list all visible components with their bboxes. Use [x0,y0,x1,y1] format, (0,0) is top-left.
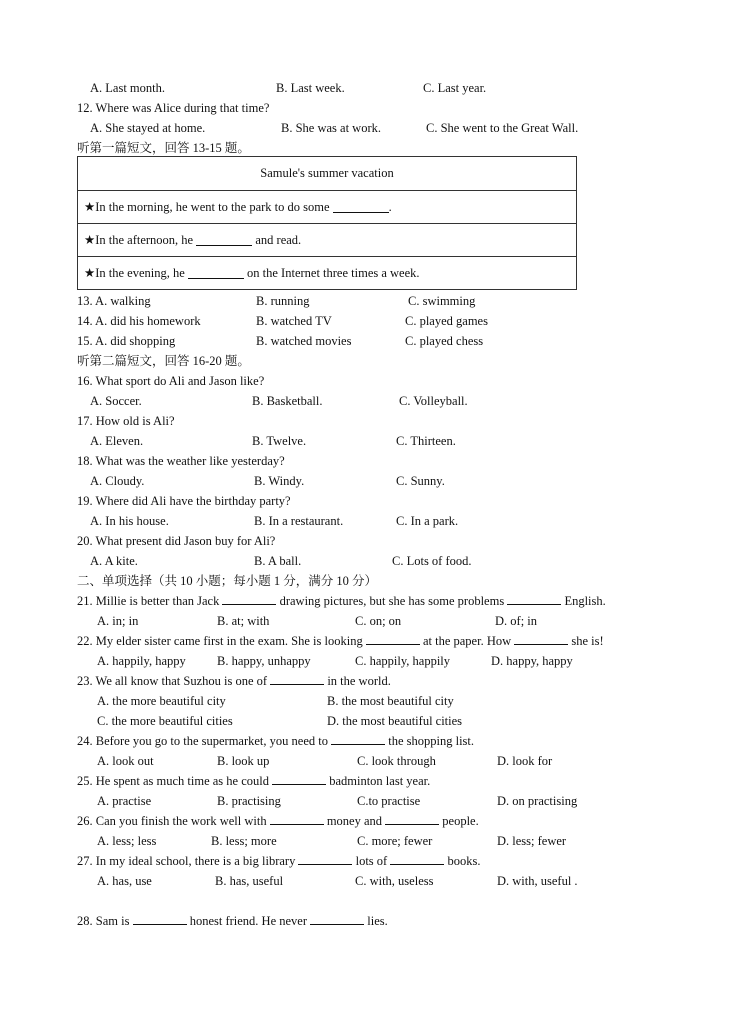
answer-blank [333,201,389,213]
star-icon: ★ [84,233,96,247]
q26-option-b: B. less; more [211,834,277,848]
q17-option-a: A. Eleven. [90,434,144,448]
q23-stem [77,673,391,689]
q18-stem: 18. What was the weather like yesterday? [77,454,285,468]
answer-blank [366,633,420,645]
answer-blank [310,913,364,925]
q12-option-c: C. She went to the Great Wall. [426,121,579,135]
q27-option-b: B. has, useful [215,874,284,888]
table-row-text: In the morning, he went to the park to do some [95,199,330,214]
q15-option-c: C. played chess [405,334,484,348]
q22-text: 22. My elder sister came first in the exam. She is looking [77,634,363,648]
q23-text: 23. We all know that Suzhou is one of [77,674,268,688]
answer-blank [272,773,326,785]
q21-text: drawing pictures, but she has some problems [279,594,505,608]
section1-heading: 听第一篇短文，回答 13-15 题。 [77,141,250,155]
q11-option-b: B. Last week. [276,81,345,95]
answer-blank [507,593,561,605]
q13-option-a: 13. A. walking [77,294,151,308]
star-icon: ★ [84,266,96,280]
table-row [78,223,576,256]
q14-option-a: 14. A. did his homework [77,314,201,328]
q17-stem: 17. How old is Ali? [77,414,175,428]
q14-option-b: B. watched TV [256,314,332,328]
answer-blank [196,234,252,246]
q26-option-d: D. less; fewer [497,834,567,848]
q22-option-b: B. happy, unhappy [217,654,311,668]
q24-option-b: B. look up [217,754,270,768]
q27-text: 27. In my ideal school, there is a big library [77,854,296,868]
q28-text: 28. Sam is [77,914,130,928]
q27-option-a: A. has, use [97,874,152,888]
q28-text: lies. [367,914,388,928]
table-row-text-end: . [388,199,392,214]
q21-stem [77,593,606,609]
q18-option-a: A. Cloudy. [90,474,145,488]
q26-option-c: C. more; fewer [357,834,433,848]
q17-option-c: C. Thirteen. [396,434,456,448]
q20-option-c: C. Lots of food. [392,554,472,568]
q28-stem [77,913,388,929]
q21-option-d: D. of; in [495,614,538,628]
q26-stem [77,813,479,829]
q17-option-b: B. Twelve. [252,434,307,448]
answer-blank [514,633,568,645]
table-row-text-end: on the Internet three times a week. [247,265,420,280]
q25-option-d: D. on practising [497,794,578,808]
q24-stem [77,733,474,749]
q25-text: 25. He spent as much time as he could [77,774,269,788]
star-icon: ★ [84,200,96,214]
q13-option-b: B. running [256,294,310,308]
q22-text: at the paper. How [422,634,512,648]
q16-stem: 16. What sport do Ali and Jason like? [77,374,265,388]
q23-option-a: A. the more beautiful city [97,694,226,708]
q21-option-c: C. on; on [355,614,402,628]
q13-option-c: C. swimming [408,294,476,308]
q19-stem: 19. Where did Ali have the birthday party? [77,494,291,508]
q22-text: she is! [571,634,604,648]
q27-option-d: D. with, useful . [497,874,578,888]
q27-text: lots of [355,854,388,868]
q23-option-c: C. the more beautiful cities [97,714,233,728]
q14-option-c: C. played games [405,314,488,328]
table-title-row [78,157,576,190]
q24-option-c: C. look through [357,754,436,768]
answer-blank [222,593,276,605]
q21-text: 21. Millie is better than Jack [77,594,220,608]
q25-option-c: C.to practise [357,794,421,808]
q22-option-c: C. happily, happily [355,654,451,668]
answer-blank [390,853,444,865]
answer-blank [133,913,187,925]
q25-stem [77,773,430,789]
summer-vacation-table [77,156,577,290]
q26-text: money and [326,814,383,828]
q25-text: badminton last year. [329,774,431,788]
q24-option-d: D. look for [497,754,553,768]
q23-text: in the world. [327,674,391,688]
q11-option-c: C. Last year. [423,81,487,95]
q23-option-b: B. the most beautiful city [327,694,454,708]
table-row [78,256,576,289]
q27-option-c: C. with, useless [355,874,434,888]
q26-option-a: A. less; less [97,834,157,848]
q22-option-a: A. happily, happy [97,654,186,668]
q20-option-a: A. A kite. [90,554,138,568]
q18-option-b: B. Windy. [254,474,305,488]
q24-option-a: A. look out [97,754,154,768]
q12-option-b: B. She was at work. [281,121,381,135]
q23-option-d: D. the most beautiful cities [327,714,463,728]
q28-text: honest friend. He never [189,914,308,928]
section2-heading: 听第二篇短文，回答 16-20 题。 [77,354,250,368]
table-row [78,190,576,223]
table-title: Samule's summer vacation [260,166,394,180]
q16-option-a: A. Soccer. [90,394,142,408]
q16-option-c: C. Volleyball. [399,394,468,408]
q11-option-a: A. Last month. [90,81,165,95]
q16-option-b: B. Basketball. [252,394,323,408]
q25-option-b: B. practising [217,794,281,808]
q27-text: books. [447,854,481,868]
table-row-text-end: and read. [255,232,302,247]
q20-stem: 20. What present did Jason buy for Ali? [77,534,276,548]
q25-option-a: A. practise [97,794,152,808]
q26-text: 26. Can you finish the work well with [77,814,267,828]
q19-option-a: A. In his house. [90,514,169,528]
q26-text: people. [442,814,479,828]
answer-blank [270,673,324,685]
q21-option-a: A. in; in [97,614,139,628]
q12-stem: 12. Where was Alice during that time? [77,101,270,115]
table-row-text: In the evening, he [95,265,185,280]
q18-option-c: C. Sunny. [396,474,445,488]
q21-option-b: B. at; with [217,614,270,628]
table-row-text: In the afternoon, he [95,232,194,247]
q12-option-a: A. She stayed at home. [90,121,206,135]
q24-text: 24. Before you go to the supermarket, you need to [77,734,328,748]
part2-heading: 二、单项选择（共 10 小题；每小题 1 分，满分 10 分） [77,574,378,588]
answer-blank [270,813,324,825]
q15-option-a: 15. A. did shopping [77,334,176,348]
q22-option-d: D. happy, happy [491,654,573,668]
q20-option-b: B. A ball. [254,554,302,568]
q27-stem [77,853,480,869]
answer-blank [298,853,352,865]
answer-blank [385,813,439,825]
answer-blank [188,267,244,279]
q24-text: the shopping list. [388,734,475,748]
q19-option-c: C. In a park. [396,514,459,528]
q19-option-b: B. In a restaurant. [254,514,344,528]
q15-option-b: B. watched movies [256,334,352,348]
q21-text: English. [564,594,606,608]
q22-stem [77,633,604,649]
answer-blank [331,733,385,745]
